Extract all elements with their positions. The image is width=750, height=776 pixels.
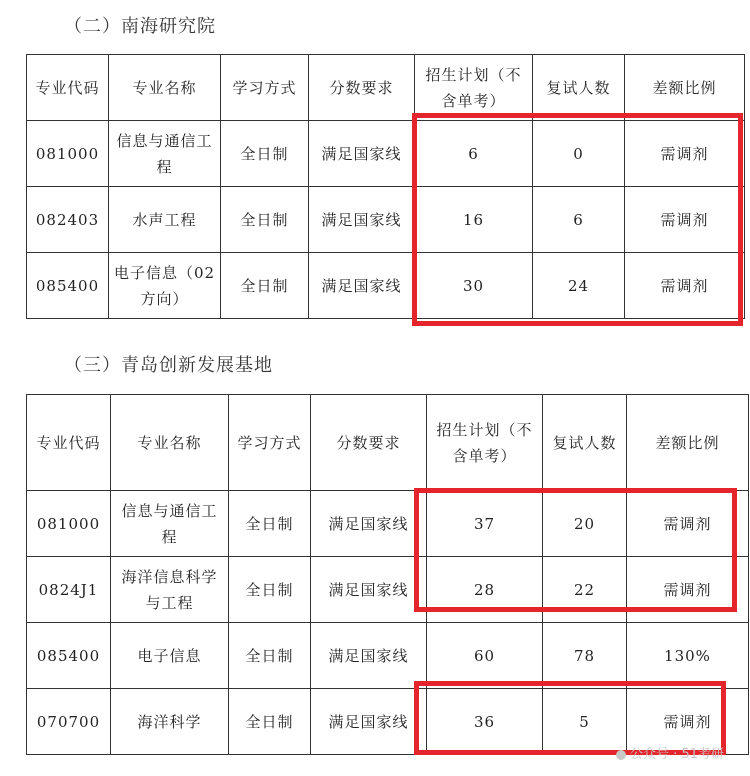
- table-cell: 070700: [27, 689, 111, 755]
- table-cell: 085400: [27, 253, 109, 319]
- table-cell: 28: [427, 557, 543, 623]
- header-cell: 分数要求: [311, 395, 427, 491]
- table-cell: 信息与通信工程: [111, 491, 229, 557]
- table-header-row: [27, 55, 745, 121]
- table-row: [27, 491, 749, 557]
- header-cell: 专业代码: [27, 55, 109, 121]
- table-cell: 全日制: [229, 623, 311, 689]
- table-cell: 全日制: [221, 121, 309, 187]
- table-cell: 需调剂: [625, 187, 745, 253]
- watermark: [616, 743, 724, 762]
- header-cell: 专业代码: [27, 395, 111, 491]
- table-cell: 需调剂: [627, 491, 749, 557]
- table-header-row: [27, 395, 749, 491]
- table-cell: 36: [427, 689, 543, 755]
- table-cell: 130%: [627, 623, 749, 689]
- table-cell: 全日制: [229, 557, 311, 623]
- table-cell: 海洋科学: [111, 689, 229, 755]
- table-cell: 满足国家线: [311, 689, 427, 755]
- table-cell: 5: [543, 689, 627, 755]
- qingdao-admission-table: [26, 394, 749, 755]
- table-cell: 满足国家线: [311, 623, 427, 689]
- table-cell: 081000: [27, 491, 111, 557]
- table-cell: 24: [533, 253, 625, 319]
- header-cell: 学习方式: [221, 55, 309, 121]
- nanhai-admission-table: [26, 54, 745, 319]
- table-row: [27, 623, 749, 689]
- table-cell: 全日制: [221, 187, 309, 253]
- table-cell: 电子信息: [111, 623, 229, 689]
- header-cell: 专业名称: [109, 55, 221, 121]
- table-cell: 78: [543, 623, 627, 689]
- table-cell: 30: [415, 253, 533, 319]
- section-title-qingdao: （三）青岛创新发展基地: [64, 355, 273, 376]
- table-cell: 满足国家线: [311, 491, 427, 557]
- table-row: [27, 557, 749, 623]
- table-cell: 37: [427, 491, 543, 557]
- table-row: [27, 253, 745, 319]
- table-cell: 需调剂: [625, 121, 745, 187]
- table-cell: 全日制: [229, 689, 311, 755]
- table-cell: 满足国家线: [309, 253, 415, 319]
- table-cell: 16: [415, 187, 533, 253]
- watermark-text: 公众号 · 51考研: [630, 747, 724, 762]
- header-cell: 差额比例: [625, 55, 745, 121]
- table-cell: 水声工程: [109, 187, 221, 253]
- header-cell: 学习方式: [229, 395, 311, 491]
- table-cell: 6: [533, 187, 625, 253]
- wechat-icon: [616, 750, 626, 760]
- table-cell: 085400: [27, 623, 111, 689]
- table-cell: 0824J1: [27, 557, 111, 623]
- table-cell: 20: [543, 491, 627, 557]
- header-cell: 复试人数: [543, 395, 627, 491]
- table-cell: 6: [415, 121, 533, 187]
- table-cell: 满足国家线: [311, 557, 427, 623]
- table-cell: 60: [427, 623, 543, 689]
- table-cell: 需调剂: [627, 689, 749, 755]
- section-title-nanhai: （二）南海研究院: [64, 16, 216, 37]
- table-row: [27, 187, 745, 253]
- table-cell: 081000: [27, 121, 109, 187]
- table-row: [27, 121, 745, 187]
- table-cell: 22: [543, 557, 627, 623]
- table-cell: 海洋信息科学与工程: [111, 557, 229, 623]
- table-cell: 信息与通信工程: [109, 121, 221, 187]
- table-cell: 电子信息（02方向）: [109, 253, 221, 319]
- table-cell: 0: [533, 121, 625, 187]
- header-cell: 专业名称: [111, 395, 229, 491]
- header-cell: 分数要求: [309, 55, 415, 121]
- header-cell: 差额比例: [627, 395, 749, 491]
- table-cell: 需调剂: [627, 557, 749, 623]
- table-cell: 满足国家线: [309, 187, 415, 253]
- header-cell: 招生计划（不含单考）: [427, 395, 543, 491]
- table-cell: 需调剂: [625, 253, 745, 319]
- table-cell: 全日制: [229, 491, 311, 557]
- header-cell: 复试人数: [533, 55, 625, 121]
- table-cell: 082403: [27, 187, 109, 253]
- table-cell: 满足国家线: [309, 121, 415, 187]
- table-cell: 全日制: [221, 253, 309, 319]
- header-cell: 招生计划（不含单考）: [415, 55, 533, 121]
